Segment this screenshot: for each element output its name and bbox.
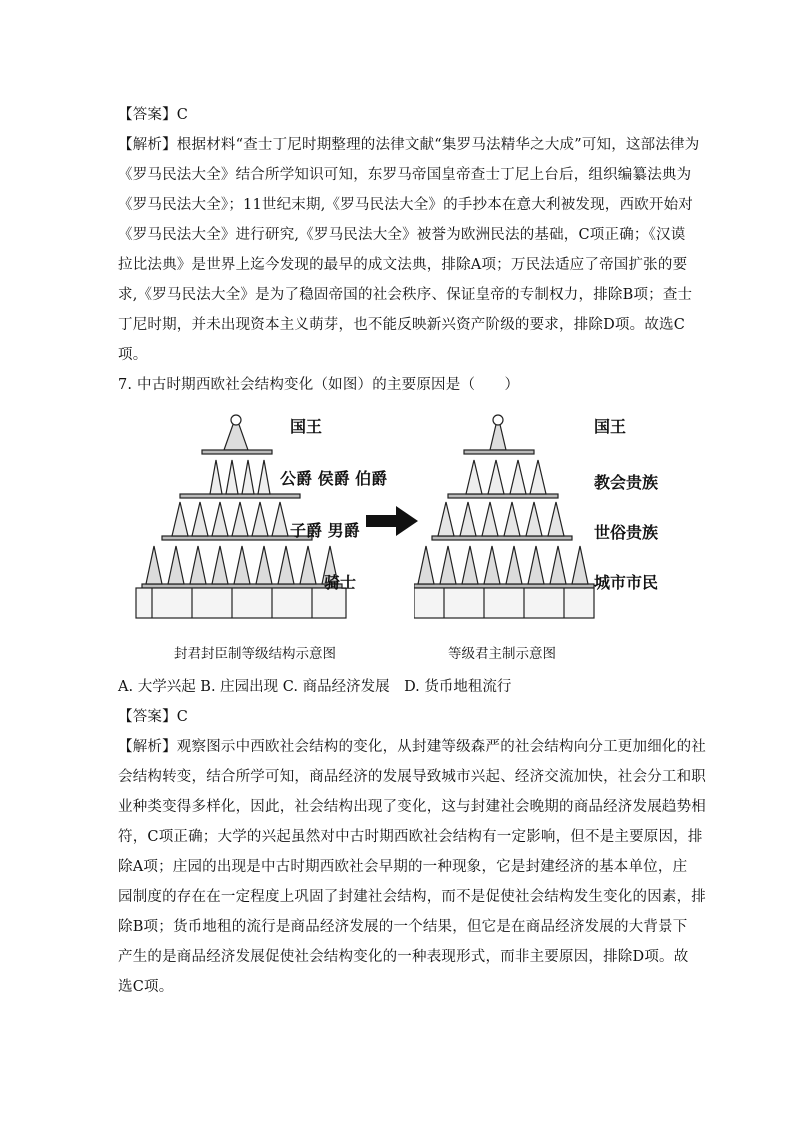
q6-analysis: [118, 130, 700, 370]
analysis-line: 《罗马民法大全》进行研究,《罗马民法大全》被誉为欧洲民法的基础，C项正确；《汉谟: [118, 227, 686, 243]
analysis-line: 求,《罗马民法大全》是为了稳固帝国的社会秩序、保证皇帝的专制权力，排除B项；查士: [118, 287, 693, 303]
q7-question: 7. 中古时期西欧社会结构变化（如图）的主要原因是（ ）: [118, 377, 520, 393]
q7-analysis: [118, 732, 706, 1002]
left-figure-caption: 封君封臣制等级结构示意图: [174, 646, 336, 662]
label-viscounts: 子爵 男爵: [290, 521, 360, 540]
analysis-line: 项。: [118, 347, 148, 363]
label-king-left: 国王: [290, 417, 323, 436]
right-arrow-icon: [366, 506, 418, 536]
analysis-line: 符，C项正确；大学的兴起虽然对中古时期西欧社会结构有一定影响，但不是主要原因，排: [118, 829, 703, 845]
right-figure-caption: 等级君主制示意图: [448, 646, 556, 662]
analysis-line: 业种类变得多样化，因此，社会结构出现了变化，这与封建社会晚期的商品经济发展趋势相: [118, 799, 706, 815]
analysis-line: 会结构转变，结合所学可知，商品经济的发展导致城市兴起、经济交流加快，社会分工和职: [118, 769, 706, 785]
label-church-nobility: 教会贵族: [594, 473, 659, 492]
q7-answer: 【答案】C: [118, 709, 189, 725]
analysis-line: 【解析】根据材料“查士丁尼时期整理的法律文献“集罗马法精华之大成”可知，这部法律为: [118, 137, 700, 153]
analysis-line: 《罗马民法大全》结合所学知识可知，东罗马帝国皇帝查士丁尼上台后，组织编纂法典为: [118, 167, 692, 183]
analysis-line: 除A项；庄园的出现是中古时期西欧社会早期的一种现象，它是封建经济的基本单位，庄: [118, 859, 688, 875]
label-secular-nobility: 世俗贵族: [594, 523, 659, 542]
label-knights: 骑士: [324, 573, 357, 592]
analysis-line: 产生的是商品经济发展促使社会结构变化的一种表现形式，而非主要原因，排除D项。故: [118, 949, 689, 965]
analysis-line: 【解析】观察图示中西欧社会结构的变化，从封建等级森严的社会结构向分工更加细化的社: [118, 739, 706, 755]
analysis-line: 除B项；货币地租的流行是商品经济发展的一个结果，但它是在商品经济发展的大背景下: [118, 919, 688, 935]
analysis-line: 丁尼时期，并未出现资本主义萌芽，也不能反映新兴资产阶级的要求，排除D项。故选C: [118, 317, 686, 333]
q7-options: A. 大学兴起 B. 庄园出现 C. 商品经济发展 D. 货币地租流行: [118, 679, 512, 695]
analysis-line: 《罗马民法大全》；11世纪末期,《罗马民法大全》的手抄本在意大利被发现，西欧开始对: [118, 197, 694, 213]
analysis-line: 选C项。: [118, 979, 174, 995]
label-dukes: 公爵 侯爵 伯爵: [280, 469, 388, 488]
document-page: [118, 100, 706, 1002]
label-king-right: 国王: [594, 417, 627, 436]
label-townspeople: 城市市民: [594, 573, 659, 592]
analysis-line: 园制度的存在在一定程度上巩固了封建社会结构，而不是促使社会结构发生变化的因素，排: [118, 889, 706, 905]
q6-answer: 【答案】C: [118, 107, 189, 123]
social-structure-figure: [118, 406, 678, 668]
analysis-line: 拉比法典》是世界上迄今发现的最早的成文法典，排除A项；万民法适应了帝国扩张的要: [118, 257, 688, 273]
